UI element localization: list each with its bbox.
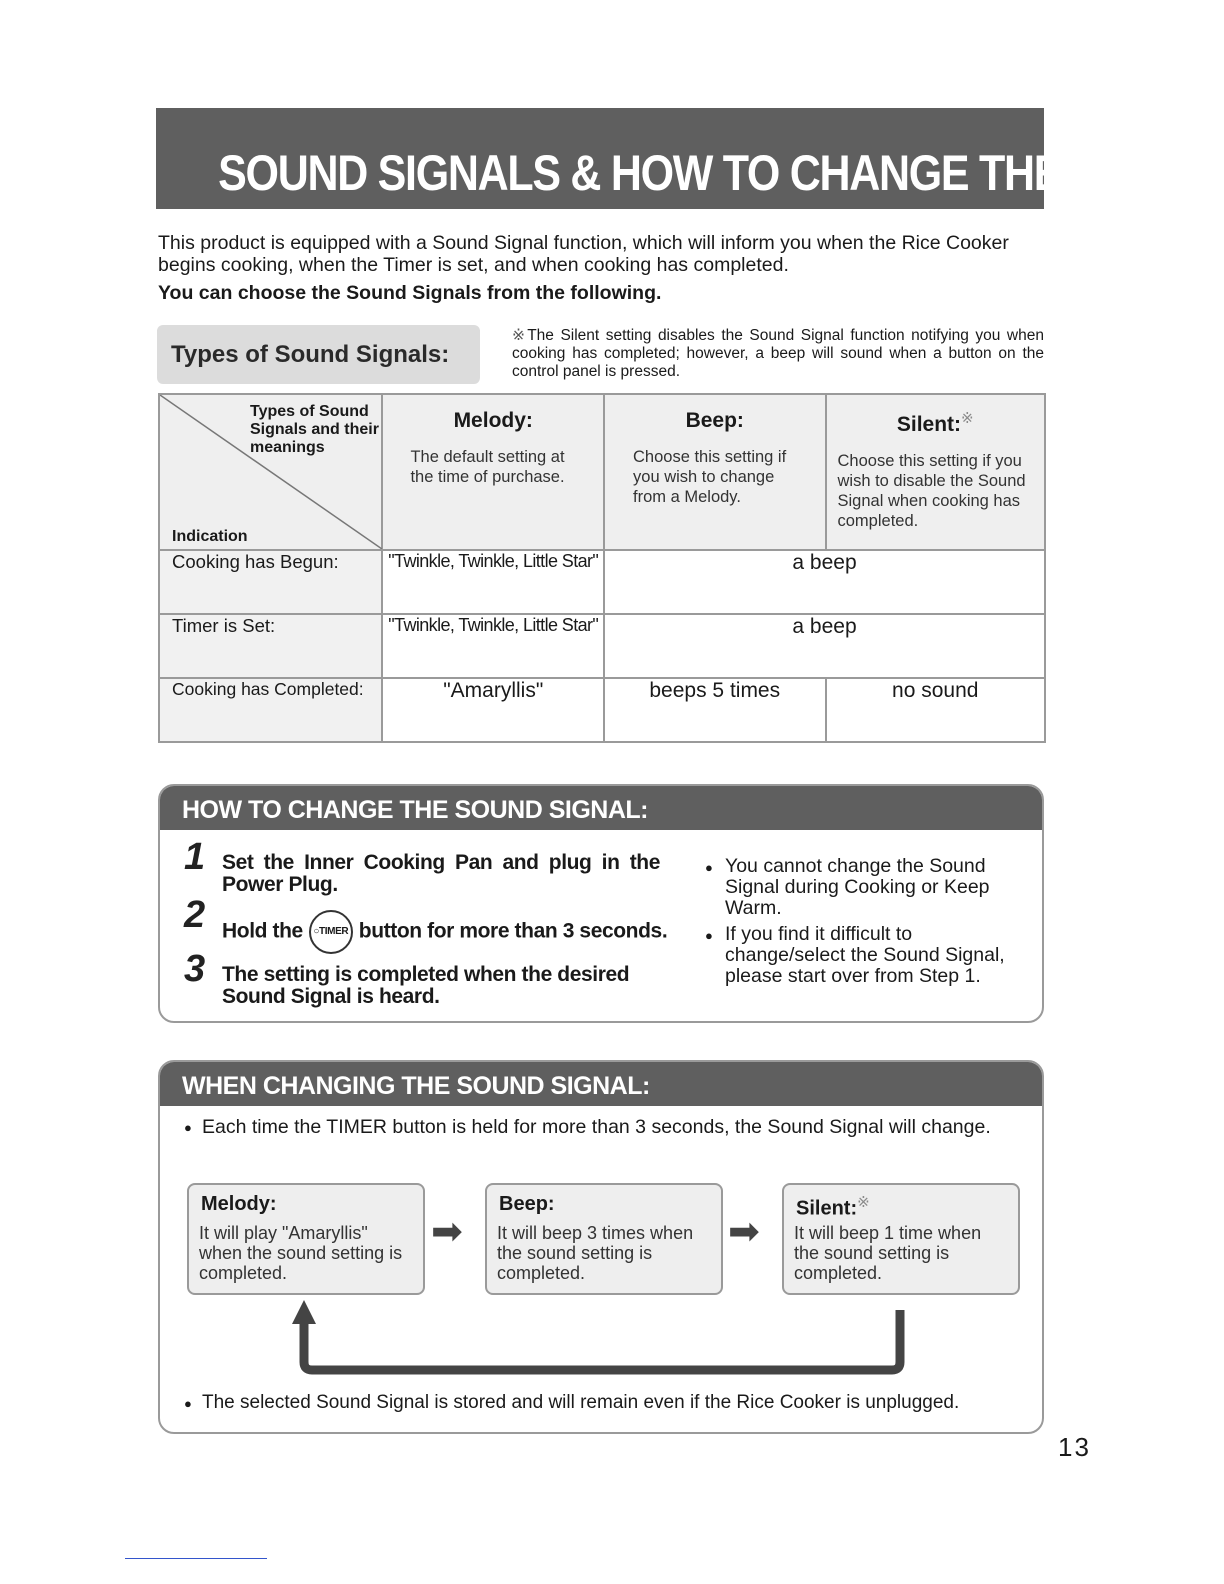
- column-description: Choose this setting if you wish to change from a Melody.: [633, 448, 787, 506]
- flow-text: It will beep 1 time when the sound setting is completed.: [794, 1223, 982, 1283]
- column-description: Choose this setting if you wish to disable the Sound Signal when cooking has completed.: [837, 452, 1026, 530]
- how-to-notes: [705, 856, 1025, 992]
- panel-header: [160, 1062, 1042, 1106]
- loop-back-arrow-icon: [288, 1298, 908, 1380]
- flow-title: Beep:: [499, 1193, 555, 1215]
- step-text-after: button for more than 3 seconds.: [358, 919, 668, 943]
- step-3: [184, 948, 654, 1008]
- timer-button-icon: ○TIMER: [309, 910, 353, 954]
- how-to-change-panel: [158, 784, 1044, 1023]
- melody-cell: "Twinkle, Twinkle, Little Star": [382, 614, 604, 678]
- step-text: The setting is completed when the desired Sound Signal is heard.: [222, 963, 630, 1008]
- step-number: 1: [184, 836, 205, 878]
- melody-cell: "Twinkle, Twinkle, Little Star": [382, 550, 604, 614]
- column-beep: [604, 394, 825, 550]
- table-row: [159, 614, 1045, 678]
- column-melody: [382, 394, 604, 550]
- silent-mark: ※: [857, 1194, 870, 1211]
- flow-box-silent: [782, 1183, 1020, 1295]
- step-1: [184, 836, 660, 896]
- step-text: [184, 910, 684, 954]
- panel-title: WHEN CHANGING THE SOUND SIGNAL:: [182, 1072, 650, 1100]
- row-label: Cooking has Begun:: [159, 550, 382, 614]
- column-description: The default setting at the time of purchase.: [410, 448, 565, 486]
- flow-title: Melody:: [201, 1193, 277, 1215]
- table-header-row: [159, 394, 1045, 550]
- step-text-before: Hold the: [222, 919, 303, 943]
- silent-mark: ※: [961, 410, 974, 427]
- page-number: 13: [1058, 1432, 1091, 1462]
- note-bullet: ● If you find it difficult to change/select the Sound Signal, please start over from Step 1.: [705, 924, 1025, 987]
- silent-cell: no sound: [826, 678, 1046, 742]
- beep-cell: beeps 5 times: [604, 678, 825, 742]
- intro-bold-text: You can choose the Sound Signals from the following.: [158, 282, 662, 304]
- beep-silent-cell: a beep: [604, 614, 1045, 678]
- panel-header: [160, 786, 1042, 830]
- note-mark: ※: [512, 327, 528, 344]
- melody-cell: "Amaryllis": [382, 678, 604, 742]
- page-title: SOUND SIGNALS & HOW TO CHANGE THEM: [218, 145, 1096, 201]
- silent-note: [512, 327, 1044, 381]
- column-title: Beep:: [685, 409, 744, 432]
- flow-title: [796, 1193, 870, 1221]
- column-title: [827, 409, 1045, 437]
- table-row: [159, 550, 1045, 614]
- table-corner-cell: [159, 394, 382, 550]
- step-number: 2: [184, 894, 205, 936]
- beep-silent-cell: a beep: [604, 550, 1045, 614]
- flow-title-text: Silent:: [796, 1197, 858, 1220]
- flow-box-melody: [187, 1183, 425, 1295]
- flow-text: It will play "Amaryllis" when the sound setting is completed.: [199, 1223, 403, 1283]
- column-title: Melody:: [453, 409, 533, 432]
- flow-text: It will beep 3 times when the sound setting is completed.: [497, 1223, 694, 1283]
- sound-signal-table: [158, 393, 1046, 743]
- step-2: [184, 894, 684, 954]
- arrow-right-icon: ➡: [431, 1211, 463, 1253]
- intro-text: This product is equipped with a Sound Signal function, which will inform you when the Rice Cooker begins cooking, when the Timer is set, and when cooking has completed.: [158, 232, 1009, 276]
- corner-bottom-label: Indication: [172, 528, 248, 545]
- when-changing-panel: [158, 1060, 1044, 1434]
- footer-rule: [125, 1558, 267, 1559]
- footer-bullet: ● The selected Sound Signal is stored and will remain even if the Rice Cooker is unplugged.: [184, 1392, 1042, 1414]
- row-label: Cooking has Completed:: [159, 678, 382, 742]
- row-label: Timer is Set:: [159, 614, 382, 678]
- step-text: Set the Inner Cooking Pan and plug in the Power Plug.: [222, 851, 660, 896]
- table-row: [159, 678, 1045, 742]
- panel-title: HOW TO CHANGE THE SOUND SIGNAL:: [182, 796, 648, 824]
- intro-bullet: ● Each time the TIMER button is held for more than 3 seconds, the Sound Signal will change.: [184, 1116, 1002, 1138]
- note-text: The Silent setting disables the Sound Signal function notifying you when cooking has completed; however, a beep will sound when a button on the control panel is pressed.: [512, 327, 1044, 380]
- column-silent: [826, 394, 1046, 550]
- page-banner: [156, 108, 1096, 209]
- flow-box-beep: [485, 1183, 723, 1295]
- types-section-label: Types of Sound Signals:: [171, 341, 450, 368]
- step-number: 3: [184, 948, 205, 990]
- column-title-text: Silent:: [896, 413, 962, 436]
- corner-top-label: Types of Sound Signals and their meanings: [250, 403, 379, 456]
- arrow-right-icon: ➡: [728, 1211, 760, 1253]
- types-section-tab: [157, 325, 480, 384]
- note-bullet: ● You cannot change the Sound Signal during Cooking or Keep Warm.: [705, 856, 1025, 919]
